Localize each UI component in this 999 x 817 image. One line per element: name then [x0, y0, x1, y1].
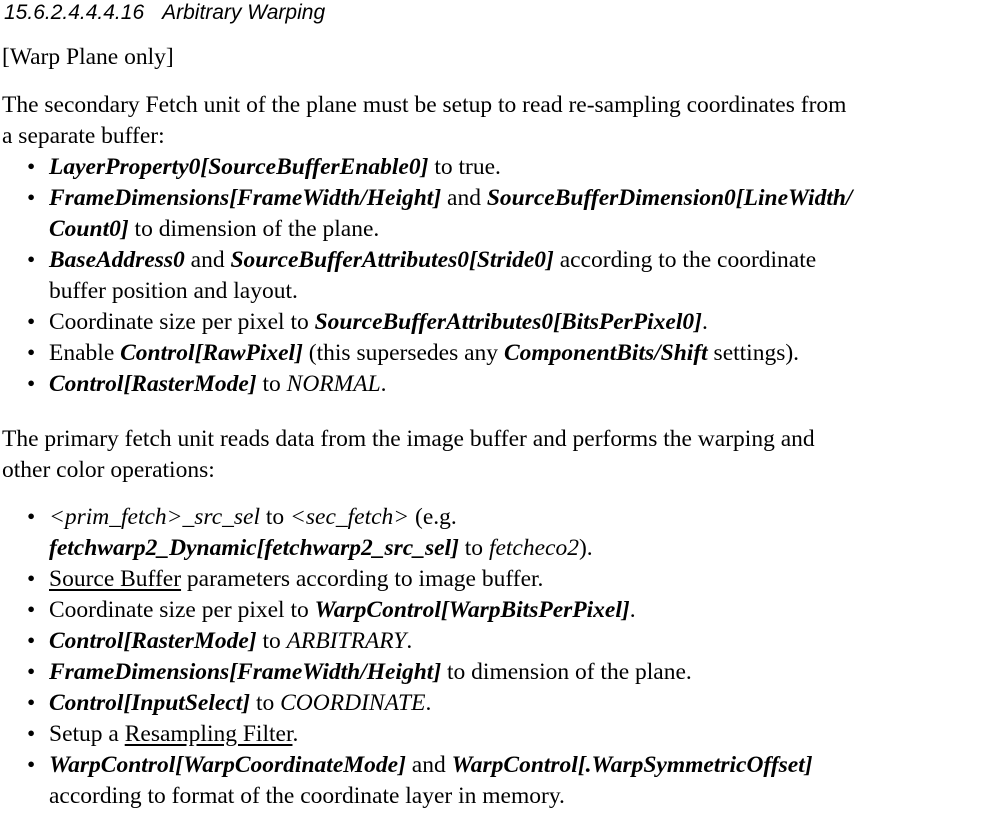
scope-note: [Warp Plane only]	[2, 44, 174, 70]
secondary-intro: The secondary Fetch unit of the plane must be setup to read re-sampling coordinates from a separate buffer:	[2, 92, 847, 149]
list-item: • BaseAddress0 and SourceBufferAttributes0[Stride0] according to the coordinate buffer position and layout.	[0, 245, 852, 307]
list-item: • Coordinate size per pixel to WarpControl[WarpBitsPerPixel].	[0, 595, 813, 626]
list-item: • WarpControl[WarpCoordinateMode] and WarpControl[.WarpSymmetricOffset] according to format of the coordinate layer in memory.	[0, 750, 813, 812]
section-title: Arbitrary Warping	[162, 1, 326, 24]
list-item: • Control[RasterMode] to NORMAL.	[0, 369, 852, 400]
section-heading	[4, 1, 325, 25]
list-item: • <prim_fetch>_src_sel to <sec_fetch> (e.g. fetchwarp2_Dynamic[fetchwarp2_src_sel] to fetcheco2).	[0, 502, 813, 564]
list-item: • Setup a Resampling Filter.	[0, 719, 813, 750]
list-item: • Control[InputSelect] to COORDINATE.	[0, 688, 813, 719]
source-buffer-link[interactable]: Source Buffer	[49, 566, 182, 592]
resampling-filter-link[interactable]: Resampling Filter	[124, 721, 293, 747]
list-item: • LayerProperty0[SourceBufferEnable0] to true.	[0, 152, 852, 183]
list-item: • Enable Control[RawPixel] (this supersedes any ComponentBits/Shift settings).	[0, 338, 852, 369]
list-item: • Control[RasterMode] to ARBITRARY.	[0, 626, 813, 657]
list-item: • Coordinate size per pixel to SourceBufferAttributes0[BitsPerPixel0].	[0, 307, 852, 338]
primary-fetch-list	[0, 502, 813, 812]
section-number: 15.6.2.4.4.4.16	[4, 1, 145, 24]
list-item: • FrameDimensions[FrameWidth/Height] and SourceBufferDimension0[LineWidth/ Count0] to dimension of the plane.	[0, 183, 852, 245]
list-item: • Source Buffer parameters according to image buffer.	[0, 564, 813, 595]
secondary-fetch-list	[0, 152, 852, 400]
primary-intro: The primary fetch unit reads data from the image buffer and performs the warping and other color operations:	[2, 426, 815, 483]
list-item: • FrameDimensions[FrameWidth/Height] to dimension of the plane.	[0, 657, 813, 688]
